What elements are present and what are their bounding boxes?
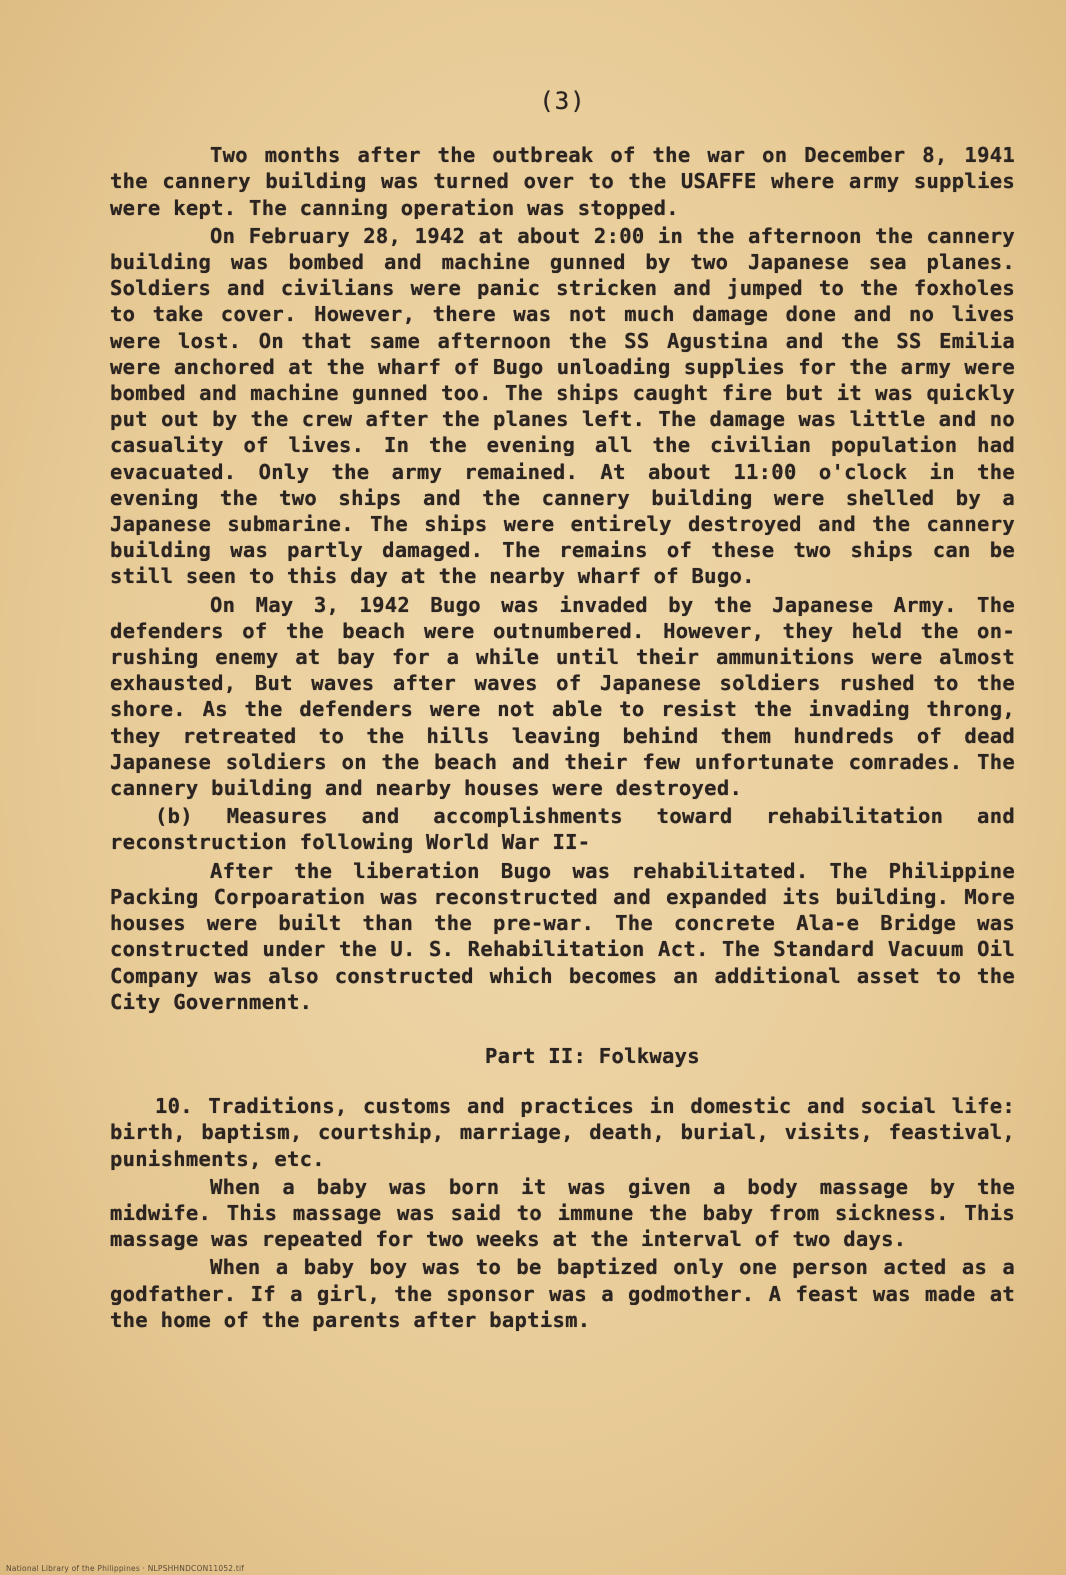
paragraph-baptism: When a baby boy was to be baptized only one person acted as a godfather. If a girl, the sponsor was a godmother. A feast was made at the home of the parents after baptism. xyxy=(110,1255,1015,1332)
archive-footer: National Library of the Philippines · NLPSHHNDCON11052.tif xyxy=(6,1564,245,1573)
item-10-traditions: 10. Traditions, customs and practices in domestic and social life: birth, baptism, courtship, marriage, death, burial, visits, feastival, punishments, etc. xyxy=(110,1094,1015,1171)
paragraph-outbreak: Two months after the outbreak of the war on December 8, 1941 the cannery building was turned over to the USAFFE where army supplies were kept. The canning operation was stopped. xyxy=(110,143,1015,220)
paragraph-birth: When a baby was born it was given a body massage by the midwife. This massage was said to immune the baby from sickness. This massage was repeated for two weeks at the interval of two days. xyxy=(110,1174,1015,1252)
paragraph-invasion: On May 3, 1942 Bugo was invaded by the Japanese Army. The defenders of the beach were outnumbered. However, they held the on-rushing enemy at bay for a while until their ammunitions were almost exhausted, But waves after waves of Japanese soldiers rushed to the shore. As the defenders were not able to resist the invading throng, they retreated to the hills leaving behind them hundreds of dead Japanese soldiers on the beach and their few unfortunate comrades. The cannery building and nearby houses were destroyed. xyxy=(110,592,1015,801)
part-two-heading: Part II: Folkways xyxy=(485,1043,700,1068)
typewritten-sheet xyxy=(110,88,1015,1335)
paragraph-liberation: After the liberation Bugo was rehabilitated. The Philippine Packing Corpoaration was reconstructed and expanded its building. More houses were built than the pre-war. The concrete Ala-e Bridge was constructed under the U. S. Rehabilitation Act. The Standard Vacuum Oil Company was also constructed which becomes an additional asset to the City Government. xyxy=(110,858,1015,1014)
subheading-rehabilitation: (b) Measures and accomplishments toward rehabilitation and reconstruction following World War II- xyxy=(110,804,1015,855)
page-number: (3) xyxy=(539,87,586,115)
paragraph-bombing: On February 28, 1942 at about 2:00 in the afternoon the cannery building was bombed and machine gunned by two Japanese sea planes. Soldiers and civilians were panic stricken and jumped to the foxholes to take cover. However, there was not much damage done and no lives were lost. On that same afternoon the SS Agustina and the SS Emilia were anchored at the wharf of Bugo unloading supplies for the army were bombed and machine gunned too. The ships caught fire but it was quickly put out by the crew after the planes left. The damage was little and no casuality of lives. In the evening all the civilian population had evacuated. Only the army remained. At about 11:00 o'clock in the evening the two ships and the cannery building were shelled by a Japanese submarine. The ships were entirely destroyed and the cannery building was partly damaged. The remains of these two ships can be still seen to this day at the nearby wharf of Bugo. xyxy=(110,223,1015,589)
